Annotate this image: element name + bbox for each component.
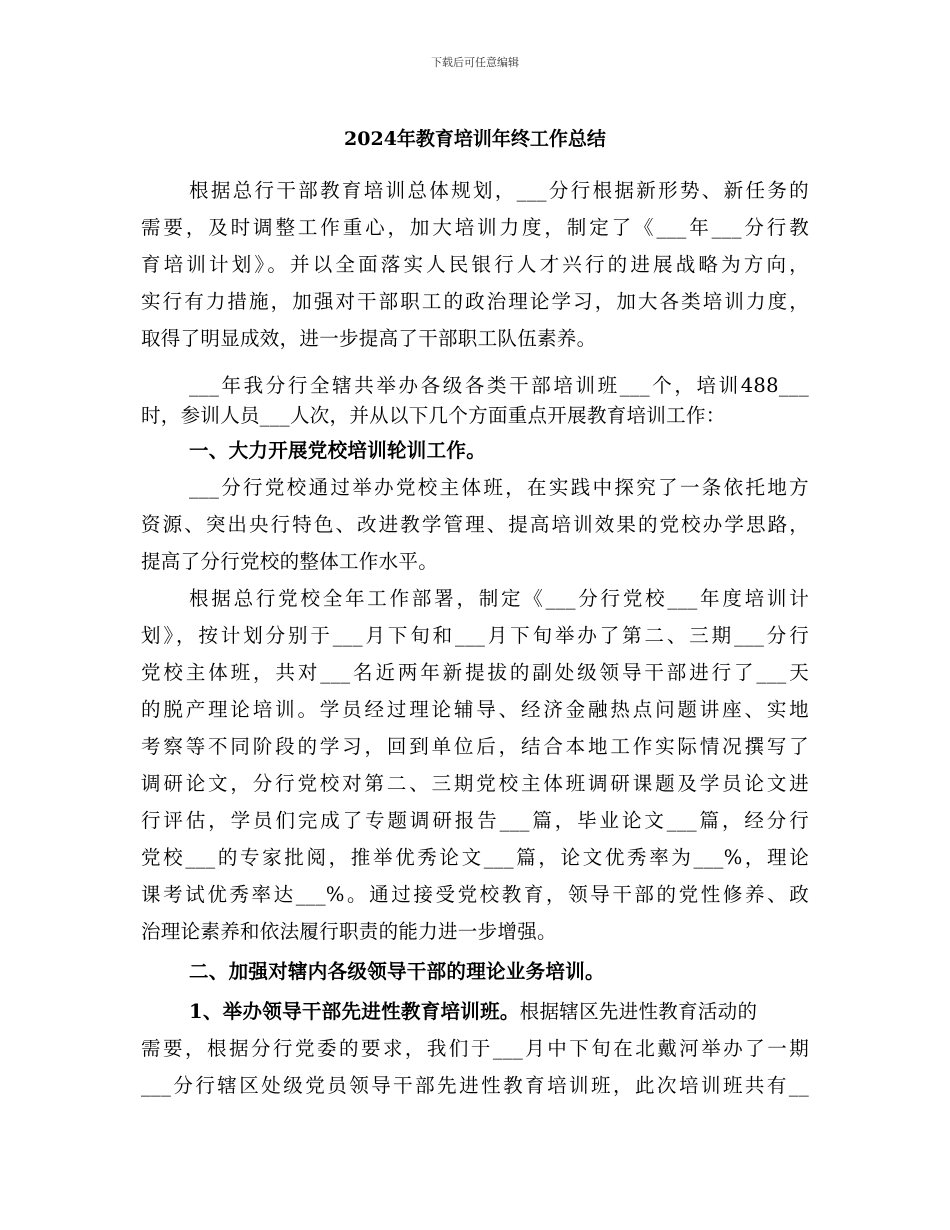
paragraph-line: 的脱产理论培训。学员经过理论辅导、经济金融热点问题讲座、实地 [141,698,809,721]
paragraph-line: 需要，及时调整工作重心，加大培训力度，制定了《___年___分行教 [141,216,809,239]
paragraph-line: 需要，根据分行党委的要求，我们于___月中下旬在北戴河举办了一期 [141,1037,809,1060]
paragraph-line: 行评估，学员们完成了专题调研报告___篇，毕业论文___篇，经分行 [141,809,809,832]
paragraph-line: 党校___的专家批阅，推举优秀论文___篇，论文优秀率为___%，理论 [141,846,809,869]
paragraph-line: 育培训计划》。并以全面落实人民银行人才兴行的进展战略为方向， [141,253,809,276]
subsection-heading: 1、举办领导干部先进性教育培训班。 [189,1000,520,1023]
paragraph-line: 党校主体班，共对___名近两年新提拔的副处级领导干部进行了___天 [141,661,809,684]
paragraph-line: 根据总行干部教育培训总体规划，___分行根据新形势、新任务的 [189,179,809,202]
paragraph-line: 调研论文，分行党校对第二、三期党校主体班调研课题及学员论文进 [141,772,809,795]
paragraph-line: 时，参训人员___人次，并从以下几个方面重点开展教育培训工作： [141,404,726,427]
paragraph-line: ___分行党校通过举办党校主体班，在实践中探究了一条依托地方 [189,476,809,499]
paragraph-line: 实行有力措施，加强对干部职工的政治理论学习，加大各类培训力度， [141,290,809,313]
paragraph-line: 治理论素养和依法履行职责的能力进一步增强。 [141,920,557,943]
paragraph-line: 根据总行党校全年工作部署，制定《___分行党校___年度培训计 [189,587,809,610]
paragraph-line: 提高了分行党校的整体工作水平。 [141,550,439,573]
header-note: 下载后可任意编辑 [431,56,519,69]
paragraph-line: 取得了明显成效，进一步提高了干部职工队伍素养。 [141,327,597,350]
paragraph-line: 课考试优秀率达___%。通过接受党校教育，领导干部的党性修养、政 [141,883,809,906]
paragraph-line: ___年我分行全辖共举办各级各类干部培训班___个，培训488___ [189,374,809,397]
paragraph-line: 划》，按计划分别于___月下旬和___月下旬举办了第二、三期___分行 [141,624,809,647]
paragraph-line-first [189,996,757,1024]
document-title: 2024年教育培训年终工作总结 [344,128,606,150]
paragraph-line: ___分行辖区处级党员领导干部先进性教育培训班，此次培训班共有__ [141,1074,809,1097]
paragraph-line: 考察等不同阶段的学习，回到单位后，结合本地工作实际情况撰写了 [141,735,809,758]
section-heading: 一、大力开展党校培训轮训工作。 [189,439,487,462]
paragraph-text: 根据辖区先进性教育活动的 [519,1000,758,1023]
paragraph-line: 资源、突出央行特色、改进教学管理、提高培训效果的党校办学思路， [141,513,809,536]
section-heading: 二、加强对辖内各级领导干部的理论业务培训。 [189,960,605,983]
